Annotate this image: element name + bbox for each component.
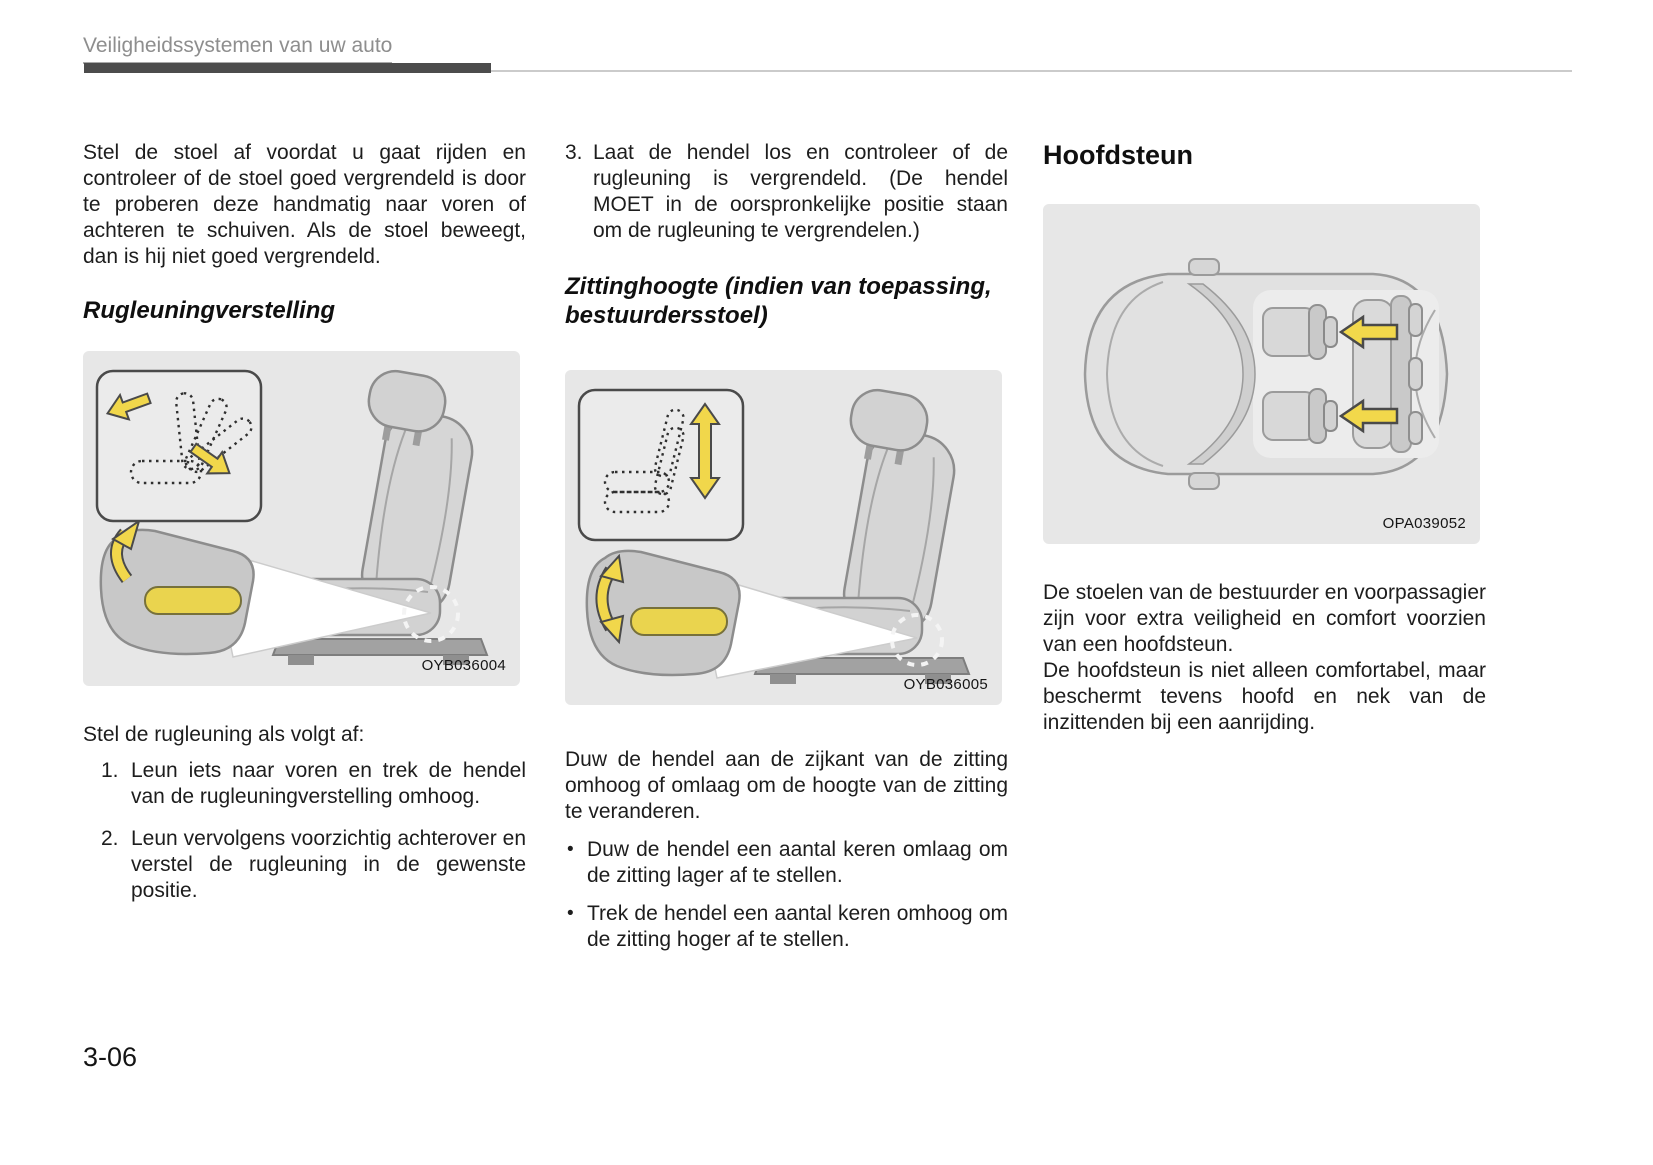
seat-height-paragraph: Duw de hendel aan de zijkant van de zitting omhoog of omlaag om de hoogte van de zitting te veranderen. [565,748,1008,823]
seat-height-illustration [565,370,1002,705]
backrest-adjust-heading: Rugleuningverstelling [83,297,336,324]
list-item [567,837,1008,889]
right-column [1043,142,1486,736]
car-topview-illustration [1043,204,1480,544]
list-item [567,901,1008,953]
bullet-icon: • [567,903,574,924]
step-text: Leun vervolgens voorzichtig achterover en verstel de rugleuning in de gewenste positie. [131,827,526,902]
list-item [101,826,526,904]
bullet-text: Trek de hendel een aantal keren omhoog om de zitting hoger af te stellen. [587,902,1008,951]
backrest-adjust-illustration [83,351,520,686]
headrest-paragraph-1: De stoelen van de bestuurder en voorpassagier zijn voor extra veiligheid en comfort voorzien van een hoofdsteun. [1043,581,1486,656]
headrest-paragraph-2: De hoofdsteun is niet alleen comfortabel, maar beschermt tevens hoofd en nek van de inzittenden bij een aanrijding. [1043,659,1486,734]
header-bar [84,63,491,73]
section-title: Veiligheidssystemen van uw auto [83,34,392,64]
seat-height-heading: Zittinghoogte (indien van toepassing, bestuurdersstoel) [565,273,992,329]
list-item [101,758,526,810]
side-mirror [1189,473,1219,489]
figure-code-label: OYB036005 [903,676,988,693]
step-text: Laat de hendel los en controleer of de rugleuning is vergrendeld. (De hendel MOET in de oorspronkelijke positie staan om de rugleuning te vergrendelen.) [593,141,1008,242]
seat-height-bullets [565,837,1008,953]
figure-backrest-adjustment [83,351,520,686]
step-text: Leun iets naar voren en trek de hendel van de rugleuningverstelling omhoog. [131,759,526,808]
page-number: 3-06 [83,1042,138,1072]
figure-seat-height [565,370,1002,705]
backrest-steps-list [83,758,526,904]
figure-code-label: OYB036004 [421,657,506,674]
step-number: 3. [565,141,583,164]
step-number: 1. [101,759,119,782]
bullet-text: Duw de hendel een aantal keren omlaag om de zitting lager af te stellen. [587,838,1008,887]
headrest-heading: Hoofdsteun [1043,140,1193,170]
figure-code-label: OPA039052 [1382,515,1466,532]
backrest-steps-intro: Stel de rugleuning als volgt af: [83,723,365,746]
left-column [83,140,526,920]
list-item [565,140,1008,244]
figure-headrest-topview [1043,204,1480,544]
bullet-icon: • [567,839,574,860]
step-number: 2. [101,827,119,850]
side-mirror [1189,259,1219,275]
middle-column [565,140,1008,953]
seat-lock-check-paragraph: Stel de stoel af voordat u gaat rijden en controleer of de stoel goed vergrendeld is door te proberen deze handmatig naar voren of achteren te schuiven. Als de stoel beweegt, dan is hij niet goed vergrendeld. [83,141,526,268]
